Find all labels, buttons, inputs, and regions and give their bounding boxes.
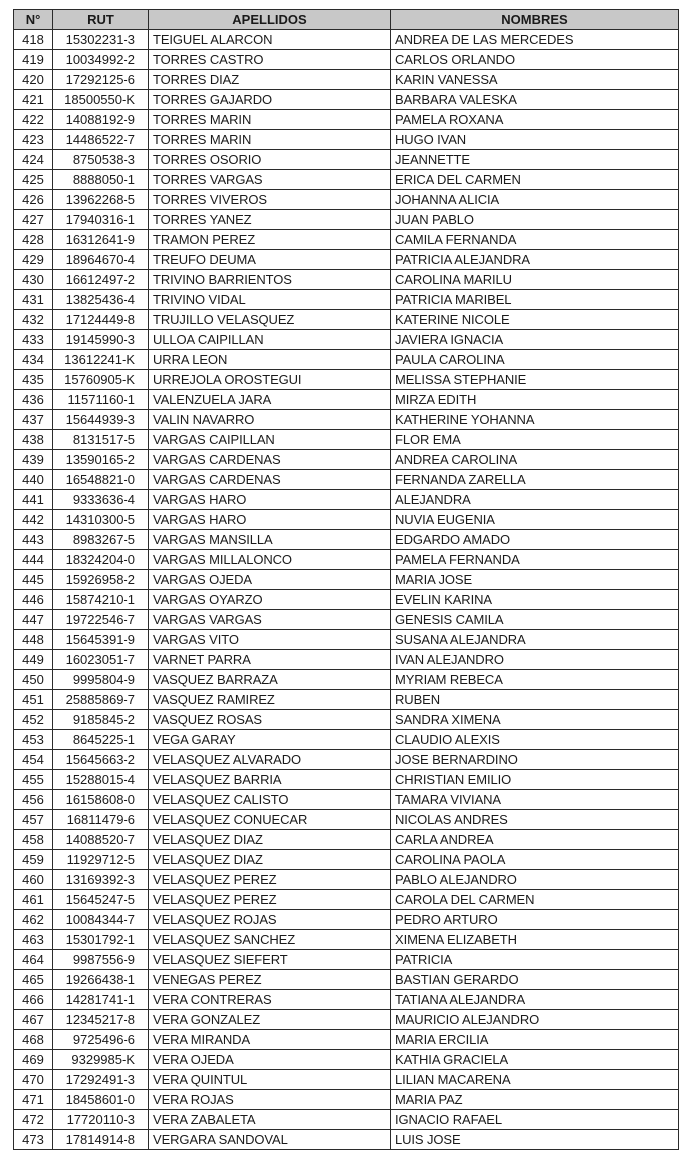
cell-rut: 9987556-9 bbox=[53, 950, 149, 970]
cell-apellidos: TORRES MARIN bbox=[149, 130, 391, 150]
cell-rut: 11571160-1 bbox=[53, 390, 149, 410]
table-row bbox=[14, 970, 679, 990]
cell-rut: 8750538-3 bbox=[53, 150, 149, 170]
cell-nombres: EDGARDO AMADO bbox=[391, 530, 679, 550]
cell-nombres: ANDREA CAROLINA bbox=[391, 450, 679, 470]
table-row bbox=[14, 1110, 679, 1130]
cell-apellidos: VELASQUEZ DIAZ bbox=[149, 850, 391, 870]
table-body bbox=[14, 30, 679, 1150]
cell-nombres: RUBEN bbox=[391, 690, 679, 710]
cell-apellidos: VARGAS MILLALONCO bbox=[149, 550, 391, 570]
cell-apellidos: VEGA GARAY bbox=[149, 730, 391, 750]
table-row bbox=[14, 290, 679, 310]
cell-nombres: ERICA DEL CARMEN bbox=[391, 170, 679, 190]
cell-rut: 9185845-2 bbox=[53, 710, 149, 730]
cell-apellidos: VARGAS VARGAS bbox=[149, 610, 391, 630]
cell-apellidos: VELASQUEZ ROJAS bbox=[149, 910, 391, 930]
cell-nombres: CARLOS ORLANDO bbox=[391, 50, 679, 70]
cell-num: 465 bbox=[14, 970, 53, 990]
table-row bbox=[14, 610, 679, 630]
cell-nombres: PATRICIA MARIBEL bbox=[391, 290, 679, 310]
cell-num: 473 bbox=[14, 1130, 53, 1150]
cell-nombres: PATRICIA ALEJANDRA bbox=[391, 250, 679, 270]
cell-nombres: CAROLINA MARILU bbox=[391, 270, 679, 290]
cell-rut: 14088192-9 bbox=[53, 110, 149, 130]
cell-nombres: CAROLA DEL CARMEN bbox=[391, 890, 679, 910]
cell-apellidos: TORRES VARGAS bbox=[149, 170, 391, 190]
table-row bbox=[14, 1070, 679, 1090]
table-row bbox=[14, 330, 679, 350]
cell-num: 445 bbox=[14, 570, 53, 590]
table-row bbox=[14, 790, 679, 810]
cell-rut: 15874210-1 bbox=[53, 590, 149, 610]
cell-nombres: LILIAN MACARENA bbox=[391, 1070, 679, 1090]
cell-apellidos: VARGAS OJEDA bbox=[149, 570, 391, 590]
cell-apellidos: TORRES CASTRO bbox=[149, 50, 391, 70]
cell-apellidos: VERA QUINTUL bbox=[149, 1070, 391, 1090]
table-row bbox=[14, 770, 679, 790]
cell-rut: 14486522-7 bbox=[53, 130, 149, 150]
cell-apellidos: TEIGUEL ALARCON bbox=[149, 30, 391, 50]
table-row bbox=[14, 1010, 679, 1030]
cell-apellidos: VERA ROJAS bbox=[149, 1090, 391, 1110]
cell-num: 421 bbox=[14, 90, 53, 110]
cell-num: 468 bbox=[14, 1030, 53, 1050]
cell-apellidos: TORRES MARIN bbox=[149, 110, 391, 130]
table-row bbox=[14, 590, 679, 610]
cell-rut: 18458601-0 bbox=[53, 1090, 149, 1110]
table-row bbox=[14, 910, 679, 930]
cell-apellidos: TORRES GAJARDO bbox=[149, 90, 391, 110]
header-row bbox=[14, 10, 679, 30]
table-row bbox=[14, 1090, 679, 1110]
cell-num: 455 bbox=[14, 770, 53, 790]
cell-apellidos: VERA OJEDA bbox=[149, 1050, 391, 1070]
cell-apellidos: VERA GONZALEZ bbox=[149, 1010, 391, 1030]
cell-num: 448 bbox=[14, 630, 53, 650]
header-rut: RUT bbox=[53, 10, 149, 30]
document-page bbox=[13, 9, 678, 1150]
cell-rut: 18964670-4 bbox=[53, 250, 149, 270]
cell-num: 426 bbox=[14, 190, 53, 210]
header-num: N° bbox=[14, 10, 53, 30]
cell-num: 425 bbox=[14, 170, 53, 190]
cell-apellidos: VERA MIRANDA bbox=[149, 1030, 391, 1050]
cell-nombres: IVAN ALEJANDRO bbox=[391, 650, 679, 670]
cell-rut: 15301792-1 bbox=[53, 930, 149, 950]
cell-apellidos: VELASQUEZ SANCHEZ bbox=[149, 930, 391, 950]
cell-rut: 16158608-0 bbox=[53, 790, 149, 810]
cell-num: 434 bbox=[14, 350, 53, 370]
cell-apellidos: VARGAS VITO bbox=[149, 630, 391, 650]
cell-nombres: KATHIA GRACIELA bbox=[391, 1050, 679, 1070]
cell-apellidos: TRAMON PEREZ bbox=[149, 230, 391, 250]
cell-num: 464 bbox=[14, 950, 53, 970]
cell-num: 420 bbox=[14, 70, 53, 90]
cell-nombres: ALEJANDRA bbox=[391, 490, 679, 510]
table-row bbox=[14, 950, 679, 970]
cell-num: 462 bbox=[14, 910, 53, 930]
cell-nombres: KATERINE NICOLE bbox=[391, 310, 679, 330]
cell-nombres: MAURICIO ALEJANDRO bbox=[391, 1010, 679, 1030]
cell-num: 430 bbox=[14, 270, 53, 290]
cell-apellidos: TRUJILLO VELASQUEZ bbox=[149, 310, 391, 330]
cell-apellidos: ULLOA CAIPILLAN bbox=[149, 330, 391, 350]
cell-num: 458 bbox=[14, 830, 53, 850]
cell-rut: 18324204-0 bbox=[53, 550, 149, 570]
cell-num: 453 bbox=[14, 730, 53, 750]
cell-rut: 15288015-4 bbox=[53, 770, 149, 790]
cell-nombres: FLOR EMA bbox=[391, 430, 679, 450]
cell-apellidos: VALIN NAVARRO bbox=[149, 410, 391, 430]
cell-rut: 9725496-6 bbox=[53, 1030, 149, 1050]
table-row bbox=[14, 430, 679, 450]
cell-rut: 15302231-3 bbox=[53, 30, 149, 50]
cell-nombres: SANDRA XIMENA bbox=[391, 710, 679, 730]
cell-num: 432 bbox=[14, 310, 53, 330]
cell-num: 471 bbox=[14, 1090, 53, 1110]
cell-rut: 13590165-2 bbox=[53, 450, 149, 470]
table-row bbox=[14, 350, 679, 370]
cell-rut: 9329985-K bbox=[53, 1050, 149, 1070]
cell-nombres: PAMELA FERNANDA bbox=[391, 550, 679, 570]
cell-nombres: KARIN VANESSA bbox=[391, 70, 679, 90]
cell-rut: 15645663-2 bbox=[53, 750, 149, 770]
cell-apellidos: VARGAS CARDENAS bbox=[149, 470, 391, 490]
table-row bbox=[14, 410, 679, 430]
table-row bbox=[14, 490, 679, 510]
cell-rut: 14310300-5 bbox=[53, 510, 149, 530]
table-row bbox=[14, 710, 679, 730]
cell-num: 460 bbox=[14, 870, 53, 890]
cell-num: 457 bbox=[14, 810, 53, 830]
cell-rut: 19266438-1 bbox=[53, 970, 149, 990]
table-row bbox=[14, 930, 679, 950]
cell-nombres: BARBARA VALESKA bbox=[391, 90, 679, 110]
table-row bbox=[14, 210, 679, 230]
cell-rut: 17720110-3 bbox=[53, 1110, 149, 1130]
cell-apellidos: TORRES YANEZ bbox=[149, 210, 391, 230]
table-row bbox=[14, 170, 679, 190]
cell-num: 427 bbox=[14, 210, 53, 230]
cell-rut: 10034992-2 bbox=[53, 50, 149, 70]
cell-nombres: FERNANDA ZARELLA bbox=[391, 470, 679, 490]
cell-apellidos: VELASQUEZ CALISTO bbox=[149, 790, 391, 810]
cell-num: 467 bbox=[14, 1010, 53, 1030]
cell-num: 428 bbox=[14, 230, 53, 250]
cell-rut: 15645247-5 bbox=[53, 890, 149, 910]
cell-apellidos: VELASQUEZ CONUECAR bbox=[149, 810, 391, 830]
table-row bbox=[14, 110, 679, 130]
cell-apellidos: VASQUEZ BARRAZA bbox=[149, 670, 391, 690]
header-apellidos: APELLIDOS bbox=[149, 10, 391, 30]
cell-apellidos: VERGARA SANDOVAL bbox=[149, 1130, 391, 1150]
cell-nombres: MARIA JOSE bbox=[391, 570, 679, 590]
cell-rut: 16811479-6 bbox=[53, 810, 149, 830]
cell-apellidos: VELASQUEZ PEREZ bbox=[149, 890, 391, 910]
cell-rut: 11929712-5 bbox=[53, 850, 149, 870]
table-row bbox=[14, 470, 679, 490]
cell-num: 451 bbox=[14, 690, 53, 710]
cell-num: 461 bbox=[14, 890, 53, 910]
table-row bbox=[14, 830, 679, 850]
cell-nombres: NUVIA EUGENIA bbox=[391, 510, 679, 530]
cell-num: 450 bbox=[14, 670, 53, 690]
cell-rut: 9995804-9 bbox=[53, 670, 149, 690]
cell-nombres: PABLO ALEJANDRO bbox=[391, 870, 679, 890]
table-row bbox=[14, 730, 679, 750]
table-row bbox=[14, 630, 679, 650]
cell-num: 418 bbox=[14, 30, 53, 50]
cell-nombres: CAMILA FERNANDA bbox=[391, 230, 679, 250]
cell-apellidos: VELASQUEZ DIAZ bbox=[149, 830, 391, 850]
cell-apellidos: TRIVINO VIDAL bbox=[149, 290, 391, 310]
table-row bbox=[14, 250, 679, 270]
cell-num: 436 bbox=[14, 390, 53, 410]
cell-num: 446 bbox=[14, 590, 53, 610]
cell-num: 429 bbox=[14, 250, 53, 270]
cell-num: 452 bbox=[14, 710, 53, 730]
cell-nombres: EVELIN KARINA bbox=[391, 590, 679, 610]
table-row bbox=[14, 70, 679, 90]
cell-apellidos: URRA LEON bbox=[149, 350, 391, 370]
cell-rut: 16023051-7 bbox=[53, 650, 149, 670]
table-row bbox=[14, 550, 679, 570]
cell-rut: 13169392-3 bbox=[53, 870, 149, 890]
cell-apellidos: VERA CONTRERAS bbox=[149, 990, 391, 1010]
cell-apellidos: VARGAS CARDENAS bbox=[149, 450, 391, 470]
table-row bbox=[14, 750, 679, 770]
cell-rut: 18500550-K bbox=[53, 90, 149, 110]
cell-num: 423 bbox=[14, 130, 53, 150]
cell-nombres: JAVIERA IGNACIA bbox=[391, 330, 679, 350]
table-row bbox=[14, 90, 679, 110]
cell-nombres: PAULA CAROLINA bbox=[391, 350, 679, 370]
cell-num: 442 bbox=[14, 510, 53, 530]
table-row bbox=[14, 690, 679, 710]
cell-apellidos: VARGAS HARO bbox=[149, 490, 391, 510]
cell-num: 459 bbox=[14, 850, 53, 870]
cell-rut: 12345217-8 bbox=[53, 1010, 149, 1030]
cell-apellidos: VENEGAS PEREZ bbox=[149, 970, 391, 990]
cell-rut: 14088520-7 bbox=[53, 830, 149, 850]
cell-rut: 14281741-1 bbox=[53, 990, 149, 1010]
cell-apellidos: TREUFO DEUMA bbox=[149, 250, 391, 270]
cell-nombres: JOSE BERNARDINO bbox=[391, 750, 679, 770]
table-row bbox=[14, 50, 679, 70]
cell-num: 456 bbox=[14, 790, 53, 810]
table-row bbox=[14, 1030, 679, 1050]
cell-apellidos: TORRES DIAZ bbox=[149, 70, 391, 90]
cell-nombres: MYRIAM REBECA bbox=[391, 670, 679, 690]
cell-nombres: NICOLAS ANDRES bbox=[391, 810, 679, 830]
cell-nombres: BASTIAN GERARDO bbox=[391, 970, 679, 990]
cell-nombres: LUIS JOSE bbox=[391, 1130, 679, 1150]
cell-apellidos: VELASQUEZ ALVARADO bbox=[149, 750, 391, 770]
cell-apellidos: VARNET PARRA bbox=[149, 650, 391, 670]
cell-rut: 15644939-3 bbox=[53, 410, 149, 430]
cell-apellidos: VASQUEZ ROSAS bbox=[149, 710, 391, 730]
cell-num: 454 bbox=[14, 750, 53, 770]
cell-rut: 19145990-3 bbox=[53, 330, 149, 350]
table-row bbox=[14, 270, 679, 290]
cell-nombres: MARIA ERCILIA bbox=[391, 1030, 679, 1050]
cell-rut: 17292125-6 bbox=[53, 70, 149, 90]
cell-rut: 10084344-7 bbox=[53, 910, 149, 930]
cell-num: 466 bbox=[14, 990, 53, 1010]
cell-num: 444 bbox=[14, 550, 53, 570]
cell-apellidos: VERA ZABALETA bbox=[149, 1110, 391, 1130]
cell-rut: 15645391-9 bbox=[53, 630, 149, 650]
cell-num: 435 bbox=[14, 370, 53, 390]
table-row bbox=[14, 190, 679, 210]
table-row bbox=[14, 30, 679, 50]
cell-rut: 16312641-9 bbox=[53, 230, 149, 250]
roster-table bbox=[13, 9, 679, 1150]
header-nombres: NOMBRES bbox=[391, 10, 679, 30]
cell-nombres: MELISSA STEPHANIE bbox=[391, 370, 679, 390]
cell-num: 470 bbox=[14, 1070, 53, 1090]
table-row bbox=[14, 890, 679, 910]
cell-nombres: IGNACIO RAFAEL bbox=[391, 1110, 679, 1130]
cell-num: 463 bbox=[14, 930, 53, 950]
cell-nombres: PATRICIA bbox=[391, 950, 679, 970]
table-row bbox=[14, 1050, 679, 1070]
table-row bbox=[14, 850, 679, 870]
cell-apellidos: VELASQUEZ SIEFERT bbox=[149, 950, 391, 970]
cell-num: 419 bbox=[14, 50, 53, 70]
cell-nombres: MARIA PAZ bbox=[391, 1090, 679, 1110]
table-row bbox=[14, 650, 679, 670]
cell-nombres: CHRISTIAN EMILIO bbox=[391, 770, 679, 790]
cell-nombres: MIRZA EDITH bbox=[391, 390, 679, 410]
cell-num: 431 bbox=[14, 290, 53, 310]
cell-rut: 17292491-3 bbox=[53, 1070, 149, 1090]
cell-nombres: HUGO IVAN bbox=[391, 130, 679, 150]
cell-num: 440 bbox=[14, 470, 53, 490]
cell-nombres: GENESIS CAMILA bbox=[391, 610, 679, 630]
cell-rut: 9333636-4 bbox=[53, 490, 149, 510]
cell-rut: 15760905-K bbox=[53, 370, 149, 390]
table-row bbox=[14, 990, 679, 1010]
cell-nombres: CAROLINA PAOLA bbox=[391, 850, 679, 870]
cell-nombres: JOHANNA ALICIA bbox=[391, 190, 679, 210]
table-row bbox=[14, 530, 679, 550]
table-row bbox=[14, 130, 679, 150]
cell-apellidos: VARGAS CAIPILLAN bbox=[149, 430, 391, 450]
cell-rut: 8645225-1 bbox=[53, 730, 149, 750]
cell-rut: 13612241-K bbox=[53, 350, 149, 370]
cell-nombres: ANDREA DE LAS MERCEDES bbox=[391, 30, 679, 50]
cell-rut: 17814914-8 bbox=[53, 1130, 149, 1150]
cell-nombres: CARLA ANDREA bbox=[391, 830, 679, 850]
cell-apellidos: VALENZUELA JARA bbox=[149, 390, 391, 410]
cell-apellidos: VELASQUEZ PEREZ bbox=[149, 870, 391, 890]
cell-rut: 8983267-5 bbox=[53, 530, 149, 550]
cell-rut: 8888050-1 bbox=[53, 170, 149, 190]
cell-apellidos: VARGAS HARO bbox=[149, 510, 391, 530]
cell-nombres: TATIANA ALEJANDRA bbox=[391, 990, 679, 1010]
cell-num: 439 bbox=[14, 450, 53, 470]
table-row bbox=[14, 390, 679, 410]
cell-nombres: JEANNETTE bbox=[391, 150, 679, 170]
table-row bbox=[14, 1130, 679, 1150]
cell-rut: 17940316-1 bbox=[53, 210, 149, 230]
cell-rut: 13825436-4 bbox=[53, 290, 149, 310]
cell-num: 437 bbox=[14, 410, 53, 430]
cell-nombres: PAMELA ROXANA bbox=[391, 110, 679, 130]
cell-nombres: PEDRO ARTURO bbox=[391, 910, 679, 930]
cell-rut: 15926958-2 bbox=[53, 570, 149, 590]
cell-num: 449 bbox=[14, 650, 53, 670]
cell-num: 422 bbox=[14, 110, 53, 130]
cell-nombres: TAMARA VIVIANA bbox=[391, 790, 679, 810]
cell-rut: 17124449-8 bbox=[53, 310, 149, 330]
cell-nombres: SUSANA ALEJANDRA bbox=[391, 630, 679, 650]
table-row bbox=[14, 310, 679, 330]
cell-num: 472 bbox=[14, 1110, 53, 1130]
cell-num: 433 bbox=[14, 330, 53, 350]
cell-nombres: CLAUDIO ALEXIS bbox=[391, 730, 679, 750]
cell-apellidos: VELASQUEZ BARRIA bbox=[149, 770, 391, 790]
cell-rut: 25885869-7 bbox=[53, 690, 149, 710]
cell-apellidos: URREJOLA OROSTEGUI bbox=[149, 370, 391, 390]
cell-nombres: KATHERINE YOHANNA bbox=[391, 410, 679, 430]
cell-num: 469 bbox=[14, 1050, 53, 1070]
cell-apellidos: VASQUEZ RAMIREZ bbox=[149, 690, 391, 710]
table-row bbox=[14, 230, 679, 250]
cell-apellidos: TORRES VIVEROS bbox=[149, 190, 391, 210]
table-row bbox=[14, 570, 679, 590]
cell-apellidos: VARGAS MANSILLA bbox=[149, 530, 391, 550]
cell-num: 441 bbox=[14, 490, 53, 510]
cell-rut: 16548821-0 bbox=[53, 470, 149, 490]
table-row bbox=[14, 670, 679, 690]
table-row bbox=[14, 510, 679, 530]
cell-rut: 19722546-7 bbox=[53, 610, 149, 630]
table-row bbox=[14, 450, 679, 470]
table-row bbox=[14, 870, 679, 890]
table-row bbox=[14, 810, 679, 830]
cell-apellidos: TRIVINO BARRIENTOS bbox=[149, 270, 391, 290]
cell-rut: 13962268-5 bbox=[53, 190, 149, 210]
cell-rut: 8131517-5 bbox=[53, 430, 149, 450]
cell-apellidos: TORRES OSORIO bbox=[149, 150, 391, 170]
cell-rut: 16612497-2 bbox=[53, 270, 149, 290]
table-row bbox=[14, 370, 679, 390]
cell-apellidos: VARGAS OYARZO bbox=[149, 590, 391, 610]
cell-nombres: JUAN PABLO bbox=[391, 210, 679, 230]
cell-nombres: XIMENA ELIZABETH bbox=[391, 930, 679, 950]
cell-num: 443 bbox=[14, 530, 53, 550]
cell-num: 447 bbox=[14, 610, 53, 630]
cell-num: 438 bbox=[14, 430, 53, 450]
table-row bbox=[14, 150, 679, 170]
cell-num: 424 bbox=[14, 150, 53, 170]
